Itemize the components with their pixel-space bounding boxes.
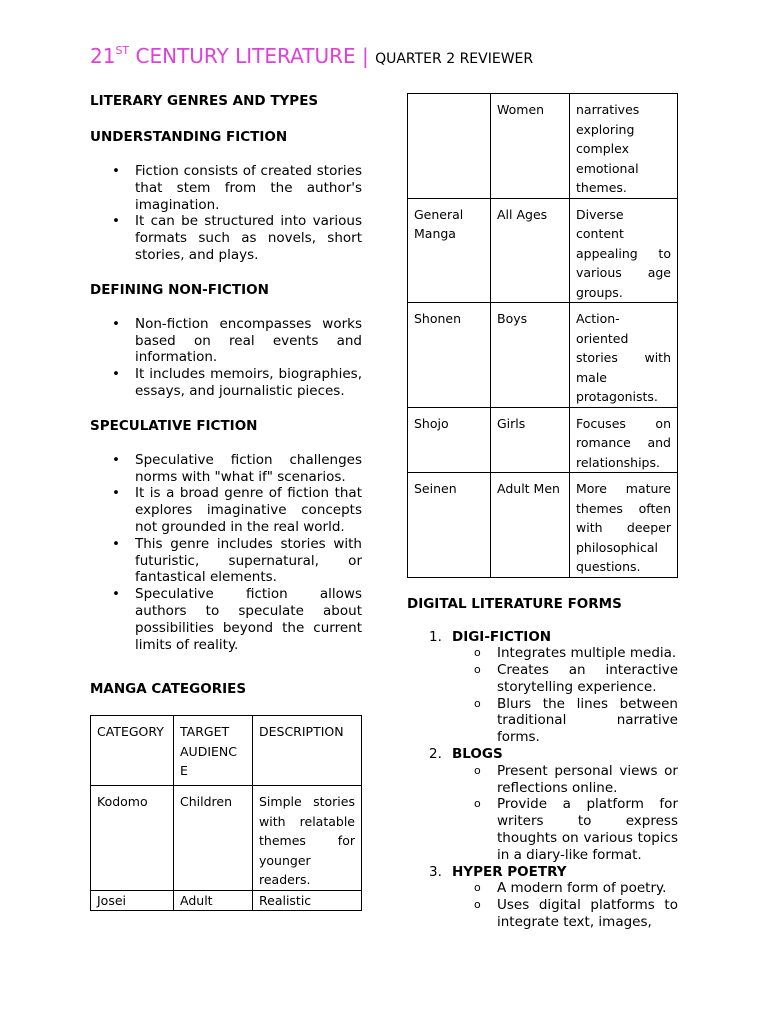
- table-cell: Shonen: [408, 303, 491, 408]
- header-subtitle: QUARTER 2 REVIEWER: [375, 51, 534, 67]
- item-number: 1.: [429, 628, 442, 645]
- sub-list-item: [452, 645, 678, 662]
- sub-list-item: [452, 662, 678, 696]
- item-title: BLOGS: [452, 746, 503, 763]
- sub-list-item: [452, 897, 678, 931]
- list-item: • It can be structured into various formats such as novels, short stories, and plays.: [90, 213, 362, 263]
- nonfiction-list: [90, 316, 362, 400]
- manga-table: [90, 715, 362, 911]
- digital-heading: DIGITAL LITERATURE FORMS: [407, 595, 622, 612]
- table-cell: Realistic: [253, 890, 362, 911]
- table-cell: Focuses on romance and relationships.: [570, 407, 678, 473]
- table-cell: General Manga: [408, 198, 491, 303]
- table-cell: Women: [491, 94, 570, 199]
- nonfiction-heading: DEFINING NON-FICTION: [90, 281, 269, 298]
- table-cell: More mature themes often with deeper philosophical questions.: [570, 473, 678, 578]
- speculative-list: [90, 452, 362, 654]
- fiction-list: [90, 163, 362, 264]
- circle-bullet-icon: o: [474, 663, 481, 677]
- header-title: CENTURY LITERATURE |: [129, 44, 376, 68]
- sub-list-item: [452, 763, 678, 797]
- table-cell: Girls: [491, 407, 570, 473]
- table-cell: Boys: [491, 303, 570, 408]
- table-cell: [408, 94, 491, 199]
- sub-item-text: Provide a platform for writers to express thoughts on various topics in a diary-like format.: [497, 796, 678, 863]
- column-header: TARGET AUDIENC E: [174, 716, 253, 786]
- list-item: [407, 864, 678, 931]
- table-row: [408, 198, 678, 303]
- sub-item-text: Integrates multiple media.: [497, 645, 677, 662]
- list-item: • Non-fiction encompasses works based on real events and information.: [90, 316, 362, 366]
- table-cell: Josei: [91, 890, 174, 911]
- circle-bullet-icon: o: [474, 881, 481, 895]
- table-cell: Children: [174, 786, 253, 891]
- table-cell: Diverse content appealing to various age groups.: [570, 198, 678, 303]
- item-title: DIGI-FICTION: [452, 628, 552, 645]
- circle-bullet-icon: o: [474, 646, 481, 660]
- sub-list: [452, 763, 678, 864]
- manga-heading: MANGA CATEGORIES: [90, 681, 247, 698]
- item-title: HYPER POETRY: [452, 863, 567, 880]
- table-row: [408, 303, 678, 408]
- table-cell: Kodomo: [91, 786, 174, 891]
- circle-bullet-icon: o: [474, 898, 481, 912]
- sub-list-item: [452, 796, 678, 863]
- header-superscript: ST: [115, 44, 130, 57]
- sub-item-text: Present personal views or reflections online.: [497, 762, 678, 796]
- sub-item-text: Uses digital platforms to integrate text, images,: [497, 897, 678, 931]
- list-item: • Speculative fiction challenges norms with "what if" scenarios.: [90, 452, 362, 486]
- table-cell: Seinen: [408, 473, 491, 578]
- column-header: DESCRIPTION: [253, 716, 362, 786]
- document-header: [90, 44, 533, 68]
- circle-bullet-icon: o: [474, 797, 481, 811]
- table-cell: All Ages: [491, 198, 570, 303]
- sub-item-text: A modern form of poetry.: [497, 880, 667, 897]
- table-row: [408, 94, 678, 199]
- list-item: • It includes memoirs, biographies, essays, and journalistic pieces.: [90, 366, 362, 400]
- sub-list-item: [452, 880, 678, 897]
- table-cell: Adult Men: [491, 473, 570, 578]
- circle-bullet-icon: o: [474, 696, 481, 710]
- sub-list-item: [452, 696, 678, 746]
- table-header-row: [91, 716, 362, 786]
- circle-bullet-icon: o: [474, 763, 481, 777]
- digital-forms-list: [407, 629, 678, 931]
- section-title: LITERARY GENRES AND TYPES: [90, 93, 319, 109]
- list-item: [407, 629, 678, 747]
- sub-item-text: Creates an interactive storytelling experience.: [497, 662, 678, 695]
- item-number: 3.: [429, 863, 442, 880]
- sub-list: [452, 645, 678, 746]
- sub-item-text: Blurs the lines between traditional narrative forms.: [497, 695, 678, 746]
- table-cell: narratives exploring complex emotional themes.: [570, 94, 678, 199]
- list-item: • Speculative fiction allows authors to speculate about possibilities beyond the current limits of reality.: [90, 586, 362, 653]
- item-number: 2.: [429, 746, 442, 763]
- table-cell: Shojo: [408, 407, 491, 473]
- right-column: [407, 93, 678, 931]
- table-cell: Adult: [174, 890, 253, 911]
- table-row: [91, 890, 362, 911]
- header-number: 21: [90, 44, 116, 68]
- table-row: [91, 786, 362, 891]
- column-header: CATEGORY: [91, 716, 174, 786]
- speculative-heading: SPECULATIVE FICTION: [90, 417, 258, 434]
- list-item: • This genre includes stories with futuristic, supernatural, or fantastical elements.: [90, 536, 362, 586]
- left-column: [90, 93, 362, 911]
- list-item: • Fiction consists of created stories that stem from the author's imagination.: [90, 163, 362, 213]
- list-item: [407, 746, 678, 864]
- manga-table-continued: [407, 93, 678, 578]
- list-item: • It is a broad genre of fiction that explores imaginative concepts not grounded in the real world.: [90, 485, 362, 535]
- sub-list: [452, 880, 678, 930]
- table-cell: Action-oriented stories with male protagonists.: [570, 303, 678, 408]
- fiction-heading: UNDERSTANDING FICTION: [90, 129, 288, 145]
- table-row: [408, 473, 678, 578]
- table-cell: Simple stories with relatable themes for younger readers.: [253, 786, 362, 891]
- table-row: [408, 407, 678, 473]
